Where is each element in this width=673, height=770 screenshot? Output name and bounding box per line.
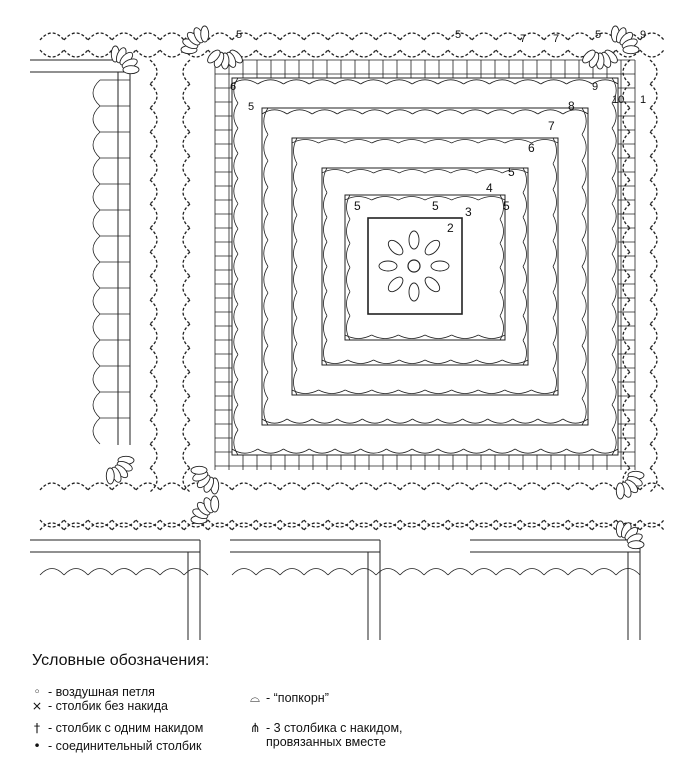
chain-scallop [623, 444, 630, 468]
side-arch [544, 569, 568, 576]
chain-scallop [623, 204, 630, 228]
row-number: 5 [432, 199, 439, 213]
chain-scallop [424, 50, 448, 57]
chain-scallop [40, 33, 64, 40]
chain-scallop [592, 483, 616, 490]
chain-scallop [208, 33, 232, 40]
chain-scallop [328, 483, 352, 490]
chain-scallop [150, 324, 157, 348]
chain-scallop [150, 300, 157, 324]
chain-scallop [650, 444, 657, 468]
legend-text: - 3 столбика с накидом, [266, 721, 403, 735]
chain-scallop [150, 348, 157, 372]
popcorn-cluster [191, 466, 207, 474]
row-number: 6 [528, 141, 535, 155]
chain-scallop [136, 483, 160, 490]
row-number: 3 [465, 205, 472, 219]
row-number: 9 [592, 81, 599, 93]
chain-scallop [544, 483, 568, 490]
chain-scallop [650, 84, 657, 108]
single-crochet-icon: × [31, 698, 43, 713]
chain-scallop [650, 180, 657, 204]
chain-scallop [376, 33, 400, 40]
side-arch [136, 569, 160, 576]
chain-scallop [280, 483, 304, 490]
legend-item-popcorn [248, 690, 329, 706]
side-arch [472, 569, 496, 576]
chain-scallop [183, 60, 190, 84]
side-arch [256, 569, 280, 576]
side-arch [93, 158, 100, 184]
chain-scallop [150, 468, 157, 492]
chain-scallop [424, 33, 448, 40]
chain-scallop [623, 156, 630, 180]
side-arch [93, 392, 100, 418]
chain-scallop [304, 483, 328, 490]
chain-scallop [472, 50, 496, 57]
chain-scallop [183, 252, 190, 276]
chain-scallop [150, 108, 157, 132]
chain-scallop [150, 204, 157, 228]
popcorn-cluster [106, 468, 114, 484]
chain-scallop [183, 372, 190, 396]
side-arch [568, 569, 592, 576]
popcorn-cluster [123, 66, 139, 74]
chain-scallop [623, 228, 630, 252]
popcorn-petal [379, 261, 397, 271]
side-arch [93, 366, 100, 392]
legend-item-single-crochet [30, 698, 168, 713]
chain-scallop [112, 483, 136, 490]
chain-scallop [150, 60, 157, 84]
chain-scallop [623, 60, 630, 84]
row-number: 7 [553, 33, 560, 45]
chain-scallop [650, 228, 657, 252]
side-arch [448, 569, 472, 576]
chain-scallop [650, 276, 657, 300]
chain-scallop [160, 483, 184, 490]
chain-icon: ◦ [33, 684, 41, 699]
chain-scallop [623, 372, 630, 396]
row-number: 5 [503, 199, 510, 213]
side-arch [520, 569, 544, 576]
center-ring [408, 260, 420, 272]
chain-scallop [650, 204, 657, 228]
popcorn-icon: ⌓ [250, 690, 260, 705]
row-number: 7 [520, 33, 527, 45]
chain-scallop [623, 324, 630, 348]
chain-scallop [640, 50, 664, 57]
chain-scallop [150, 444, 157, 468]
chain-scallop [400, 483, 424, 490]
side-arch [496, 569, 520, 576]
chain-scallop [150, 396, 157, 420]
chain-scallop [328, 50, 352, 57]
chain-scallop [150, 132, 157, 156]
chain-scallop [650, 396, 657, 420]
side-arch [93, 340, 100, 366]
chain-scallop [150, 252, 157, 276]
chain-scallop [650, 300, 657, 324]
chain-scallop [183, 132, 190, 156]
side-arch [93, 210, 100, 236]
side-arch [93, 236, 100, 262]
chain-scallop [150, 276, 157, 300]
cluster-icon: ⋔ [249, 720, 261, 735]
side-arch [93, 184, 100, 210]
chain-scallop [650, 324, 657, 348]
popcorn-petal [431, 261, 449, 271]
chain-scallop [64, 50, 88, 57]
side-arch [424, 569, 448, 576]
side-arch [40, 569, 64, 576]
popcorn-petal [409, 231, 419, 249]
chain-scallop [650, 132, 657, 156]
side-arch [160, 569, 184, 576]
side-arch [304, 569, 328, 576]
popcorn-cluster [201, 26, 209, 42]
chain-scallop [640, 483, 664, 490]
chain-scallop [160, 50, 184, 57]
chain-scallop [183, 276, 190, 300]
side-arch [64, 569, 88, 576]
chain-scallop [650, 156, 657, 180]
chain-scallop [568, 33, 592, 40]
legend-text: - воздушная петля [48, 685, 155, 699]
chain-scallop [304, 50, 328, 57]
chain-scallop [150, 84, 157, 108]
row-number: 8 [568, 99, 575, 113]
legend-title: Условные обозначения: [32, 652, 210, 669]
chain-scallop [88, 33, 112, 40]
chain-scallop [232, 483, 256, 490]
chain-scallop [544, 50, 568, 57]
side-arch [93, 262, 100, 288]
side-arch [352, 569, 376, 576]
chain-scallop [496, 33, 520, 40]
legend-text: - соединительный столбик [48, 739, 202, 753]
chain-scallop [183, 300, 190, 324]
chain-scallop [136, 50, 160, 57]
side-arch [280, 569, 304, 576]
chain-scallop [183, 324, 190, 348]
row-number: 2 [447, 221, 454, 235]
popcorn-cluster [211, 496, 219, 512]
chain-scallop [150, 180, 157, 204]
chain-scallop [328, 33, 352, 40]
chain-scallop [623, 108, 630, 132]
chain-scallop [183, 468, 190, 492]
side-arch [93, 132, 100, 158]
chain-scallop [352, 483, 376, 490]
chain-scallop [650, 468, 657, 492]
chain-scallop [64, 483, 88, 490]
chain-scallop [472, 483, 496, 490]
side-arch [232, 569, 256, 576]
chain-scallop [472, 33, 496, 40]
popcorn-cluster [616, 483, 624, 499]
chain-scallop [256, 33, 280, 40]
chain-scallop [88, 50, 112, 57]
legend-item-double-crochet [30, 720, 203, 735]
side-arch [328, 569, 352, 576]
chain-scallop [623, 396, 630, 420]
chain-scallop [40, 50, 64, 57]
chain-scallop [150, 156, 157, 180]
chain-scallop [650, 108, 657, 132]
chain-scallop [280, 50, 304, 57]
chain-scallop [568, 483, 592, 490]
slip-stitch-icon: • [33, 738, 41, 753]
chain-scallop [150, 420, 157, 444]
chain-scallop [400, 50, 424, 57]
chain-scallop [280, 33, 304, 40]
side-arch [592, 569, 616, 576]
chain-scallop [64, 33, 88, 40]
row-number: 5 [236, 29, 243, 41]
chain-scallop [183, 84, 190, 108]
chain-scallop [650, 60, 657, 84]
chain-scallop [650, 372, 657, 396]
row-number: 10 [612, 94, 625, 106]
legend-text: - “попкорн” [266, 691, 329, 705]
chain-scallop [150, 228, 157, 252]
legend-item-slip-stitch [30, 738, 202, 753]
row-number: 4 [486, 181, 493, 195]
row-number: 9 [640, 29, 647, 41]
chain-scallop [520, 483, 544, 490]
chain-scallop [352, 50, 376, 57]
row-number: 5 [455, 29, 462, 41]
chain-scallop [650, 420, 657, 444]
row-number: 7 [548, 119, 555, 133]
chain-scallop [352, 33, 376, 40]
chain-scallop [183, 180, 190, 204]
chain-scallop [650, 252, 657, 276]
side-arch [93, 80, 100, 106]
chain-scallop [183, 348, 190, 372]
row-number: 5 [595, 29, 602, 41]
row-number: 1 [640, 94, 647, 106]
popcorn-cluster [623, 46, 639, 54]
legend-item-cluster [248, 720, 403, 749]
legend-text: - столбик без накида [48, 699, 168, 713]
chain-scallop [183, 420, 190, 444]
chain-scallop [448, 50, 472, 57]
chain-scallop [183, 108, 190, 132]
chain-scallop [496, 50, 520, 57]
chain-scallop [183, 396, 190, 420]
legend-item-chain [30, 684, 155, 699]
side-arch [93, 106, 100, 132]
row-number: 5 [508, 165, 515, 179]
chain-scallop [496, 483, 520, 490]
chain-scallop [256, 483, 280, 490]
side-arch [93, 288, 100, 314]
legend-text: - столбик с одним накидом [48, 721, 204, 735]
side-arch [88, 569, 112, 576]
chain-scallop [183, 204, 190, 228]
legend-text-line2: провязанных вместе [266, 735, 386, 749]
chain-scallop [520, 50, 544, 57]
chain-scallop [304, 33, 328, 40]
double-crochet-icon: † [33, 720, 41, 735]
chain-scallop [183, 444, 190, 468]
side-arch [93, 418, 100, 444]
chain-scallop [160, 33, 184, 40]
chain-scallop [448, 483, 472, 490]
side-arch [93, 314, 100, 340]
row-number: 5 [354, 199, 361, 213]
chain-scallop [112, 33, 136, 40]
chain-scallop [40, 483, 64, 490]
chain-scallop [88, 483, 112, 490]
chain-scallop [183, 156, 190, 180]
chain-scallop [400, 33, 424, 40]
chain-scallop [424, 483, 448, 490]
chain-scallop [150, 372, 157, 396]
chain-scallop [256, 50, 280, 57]
chain-scallop [183, 228, 190, 252]
chain-scallop [376, 50, 400, 57]
popcorn-petal [409, 283, 419, 301]
chain-scallop [376, 483, 400, 490]
side-arch [112, 569, 136, 576]
row-number: 5 [248, 101, 255, 113]
chain-scallop [623, 276, 630, 300]
side-arch [400, 569, 424, 576]
row-number: 6 [230, 81, 237, 93]
popcorn-cluster [628, 541, 644, 549]
chain-scallop [650, 348, 657, 372]
chain-scallop [136, 33, 160, 40]
